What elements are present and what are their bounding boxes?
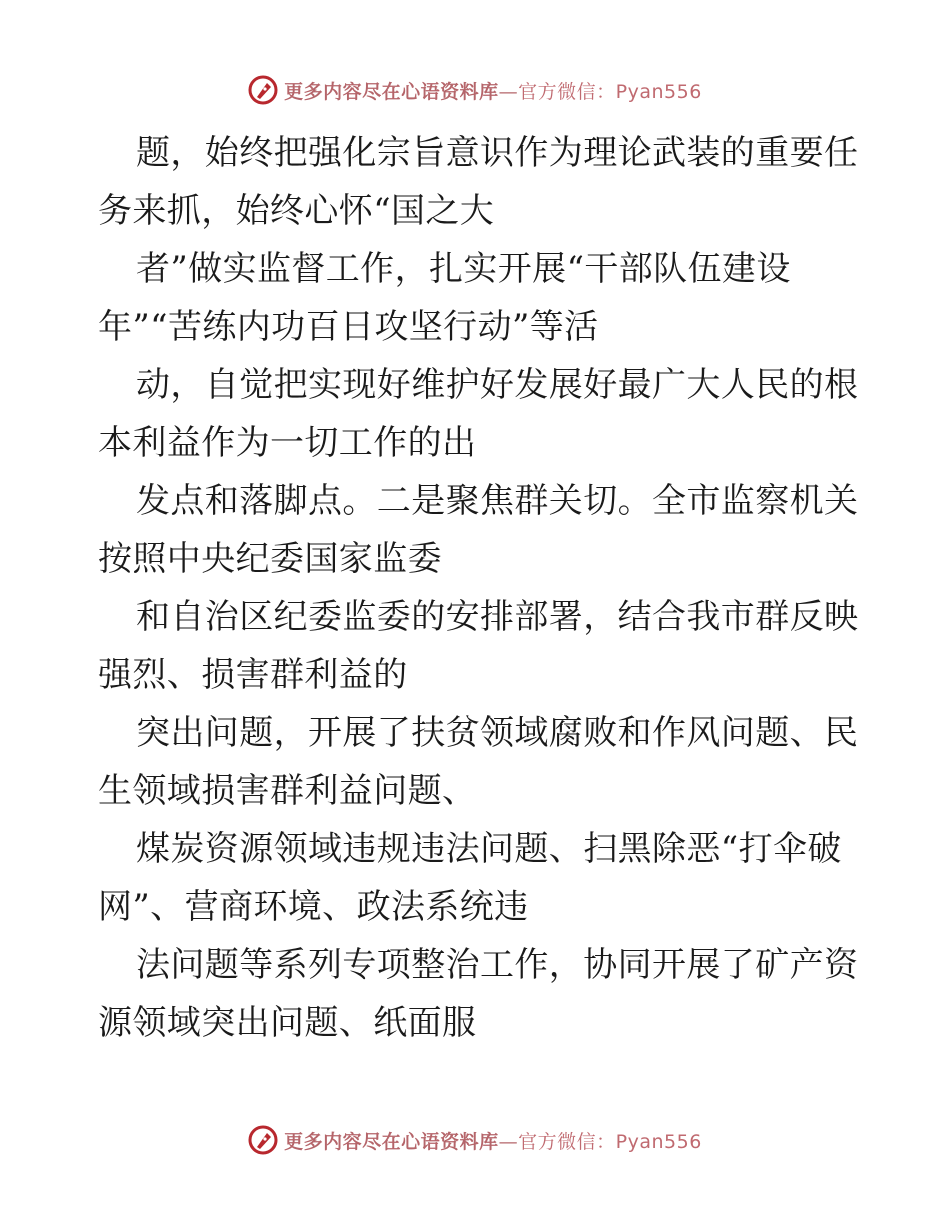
body-line: 发点和落脚点。二是聚焦群关切。全市监察机关	[136, 481, 859, 521]
body-line: 按照中央纪委国家监委	[98, 539, 442, 579]
footer-separator: —	[498, 1130, 519, 1153]
header-contact-text: 官方微信：Pyan556	[518, 80, 702, 103]
body-line: 煤炭资源领域违规违法问题、扫黑除恶“打伞破	[136, 829, 842, 869]
body-line: 和自治区纪委监委的安排部署，结合我市群反映	[136, 597, 859, 637]
pen-nib-logo-icon	[248, 75, 278, 105]
footer-brand-text: 更多内容尽在心语资料库	[284, 1130, 499, 1153]
header-banner-text	[284, 77, 702, 104]
body-line: 突出问题，开展了扶贫领域腐败和作风问题、民	[136, 713, 859, 753]
document-body	[98, 124, 858, 1052]
header-banner	[0, 70, 950, 110]
body-line: 者”做实监督工作，扎实开展“干部队伍建设	[136, 249, 791, 289]
body-line: 法问题等系列专项整治工作，协同开展了矿产资	[136, 945, 859, 985]
header-brand-text: 更多内容尽在心语资料库	[284, 80, 499, 103]
footer-banner-text	[284, 1127, 702, 1154]
body-line: 网”、营商环境、政法系统违	[98, 887, 529, 927]
footer-banner	[0, 1120, 950, 1160]
body-line: 源领域突出问题、纸面服	[98, 1003, 477, 1043]
body-line: 强烈、损害群利益的	[98, 655, 408, 695]
body-line: 年”“苦练内功百日攻坚行动”等活	[98, 307, 599, 347]
body-line: 本利益作为一切工作的出	[98, 423, 477, 463]
body-line: 动，自觉把实现好维护好发展好最广大人民的根	[136, 365, 859, 405]
body-line: 务来抓，始终心怀“国之大	[98, 191, 495, 231]
footer-contact-text: 官方微信：Pyan556	[518, 1130, 702, 1153]
body-line: 生领域损害群利益问题、	[98, 771, 477, 811]
pen-nib-logo-icon	[248, 1125, 278, 1155]
body-line: 题，始终把强化宗旨意识作为理论武装的重要任	[136, 133, 859, 173]
header-separator: —	[498, 80, 519, 103]
